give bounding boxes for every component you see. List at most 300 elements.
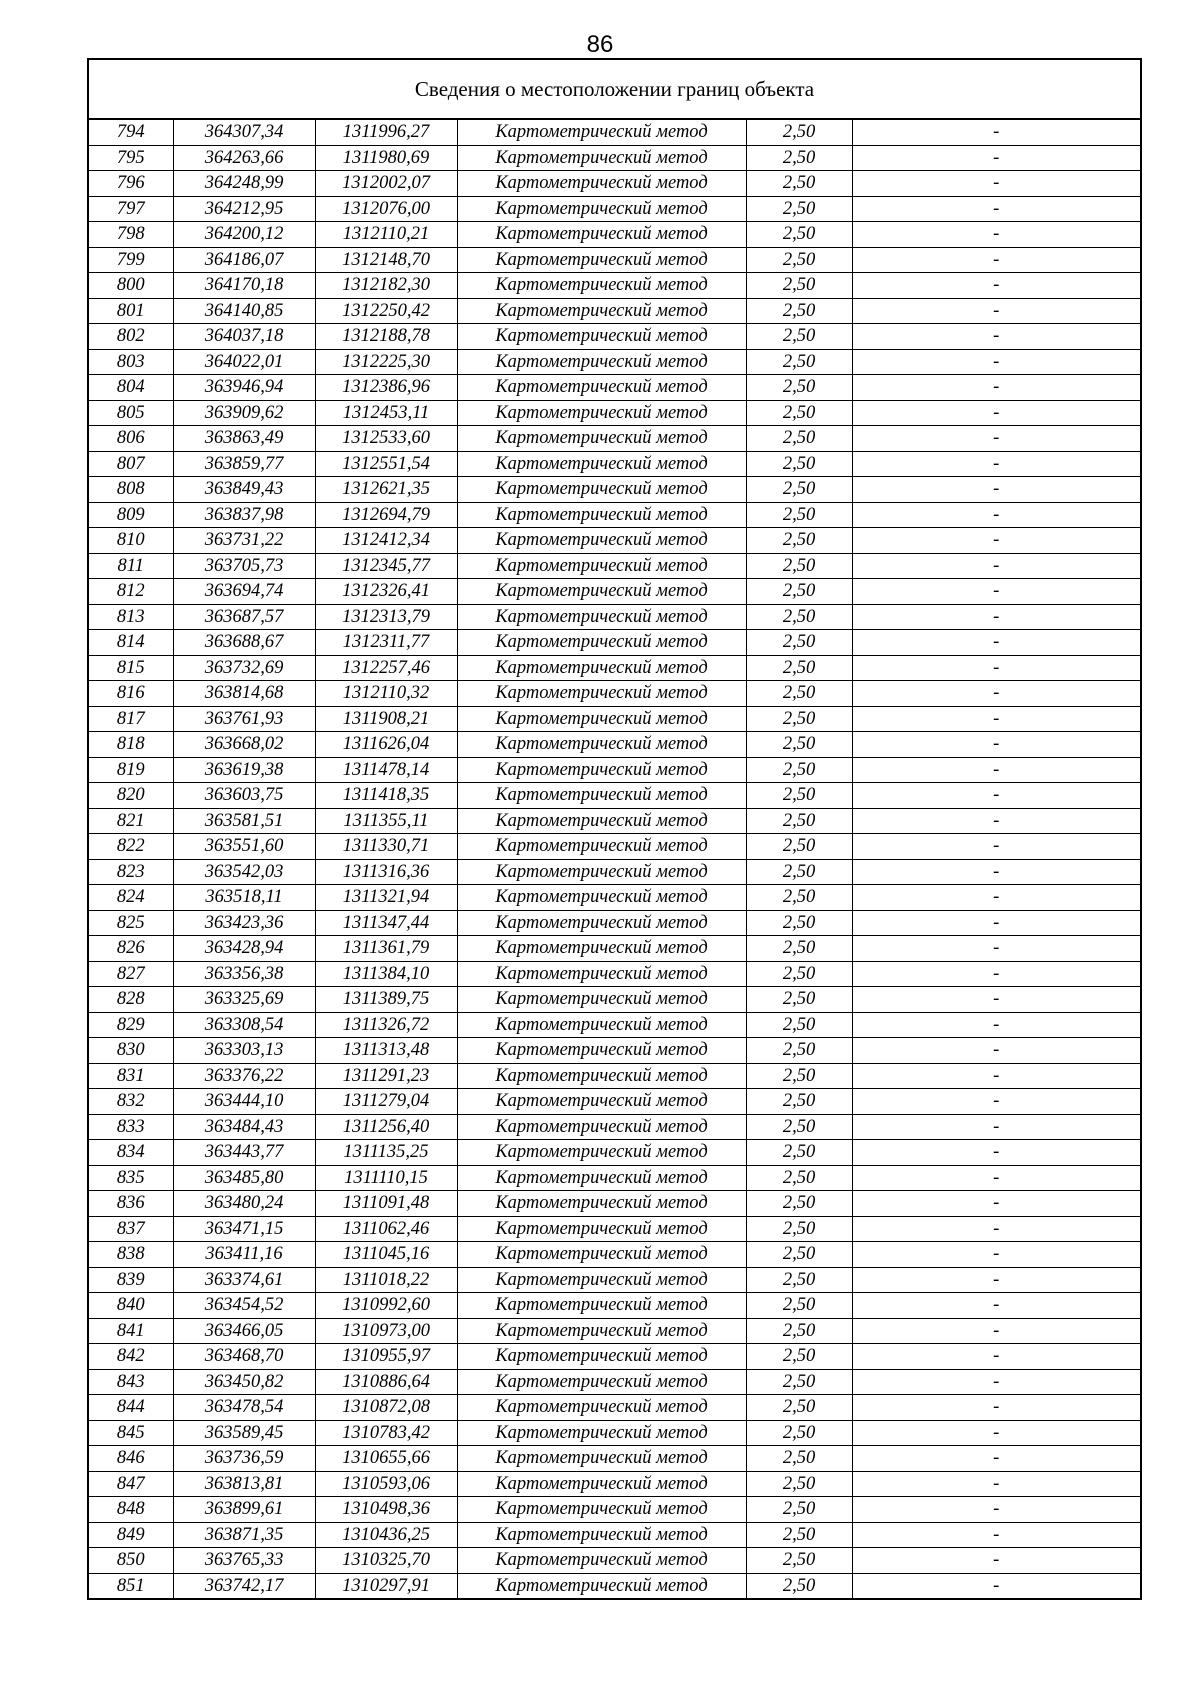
method-cell: Картометрический метод <box>457 400 746 426</box>
y-coordinate-cell: 1312110,21 <box>315 222 457 248</box>
description-cell: - <box>852 171 1140 197</box>
description-cell: - <box>852 1446 1140 1472</box>
description-cell: - <box>852 1395 1140 1421</box>
table-row <box>89 1420 1140 1446</box>
description-cell: - <box>852 1293 1140 1319</box>
accuracy-cell: 2,50 <box>746 171 852 197</box>
method-cell: Картометрический метод <box>457 910 746 936</box>
table-row <box>89 375 1140 401</box>
accuracy-cell: 2,50 <box>746 834 852 860</box>
point-number-cell: 798 <box>89 222 173 248</box>
method-cell: Картометрический метод <box>457 859 746 885</box>
method-cell: Картометрический метод <box>457 1446 746 1472</box>
table-row <box>89 1114 1140 1140</box>
x-coordinate-cell: 363946,94 <box>173 375 315 401</box>
table-row <box>89 732 1140 758</box>
table-row <box>89 1267 1140 1293</box>
y-coordinate-cell: 1311316,36 <box>315 859 457 885</box>
method-cell: Картометрический метод <box>457 426 746 452</box>
x-coordinate-cell: 364248,99 <box>173 171 315 197</box>
description-cell: - <box>852 1012 1140 1038</box>
method-cell: Картометрический метод <box>457 1395 746 1421</box>
table-row <box>89 630 1140 656</box>
point-number-cell: 850 <box>89 1548 173 1574</box>
point-number-cell: 832 <box>89 1089 173 1115</box>
x-coordinate-cell: 363849,43 <box>173 477 315 503</box>
point-number-cell: 812 <box>89 579 173 605</box>
y-coordinate-cell: 1311980,69 <box>315 145 457 171</box>
description-cell: - <box>852 273 1140 299</box>
table-row <box>89 1497 1140 1523</box>
table-row <box>89 451 1140 477</box>
accuracy-cell: 2,50 <box>746 936 852 962</box>
x-coordinate-cell: 364307,34 <box>173 120 315 145</box>
accuracy-cell: 2,50 <box>746 859 852 885</box>
accuracy-cell: 2,50 <box>746 655 852 681</box>
table-row <box>89 1165 1140 1191</box>
y-coordinate-cell: 1310955,97 <box>315 1344 457 1370</box>
point-number-cell: 824 <box>89 885 173 911</box>
description-cell: - <box>852 1242 1140 1268</box>
accuracy-cell: 2,50 <box>746 553 852 579</box>
accuracy-cell: 2,50 <box>746 1063 852 1089</box>
description-cell: - <box>852 706 1140 732</box>
x-coordinate-cell: 363731,22 <box>173 528 315 554</box>
y-coordinate-cell: 1311330,71 <box>315 834 457 860</box>
x-coordinate-cell: 364140,85 <box>173 298 315 324</box>
description-cell: - <box>852 247 1140 273</box>
description-cell: - <box>852 1267 1140 1293</box>
y-coordinate-cell: 1311996,27 <box>315 120 457 145</box>
table-row <box>89 1063 1140 1089</box>
point-number-cell: 840 <box>89 1293 173 1319</box>
point-number-cell: 818 <box>89 732 173 758</box>
method-cell: Картометрический метод <box>457 1140 746 1166</box>
description-cell: - <box>852 1471 1140 1497</box>
x-coordinate-cell: 363581,51 <box>173 808 315 834</box>
x-coordinate-cell: 363859,77 <box>173 451 315 477</box>
x-coordinate-cell: 363468,70 <box>173 1344 315 1370</box>
accuracy-cell: 2,50 <box>746 1548 852 1574</box>
method-cell: Картометрический метод <box>457 1191 746 1217</box>
point-number-cell: 820 <box>89 783 173 809</box>
description-cell: - <box>852 528 1140 554</box>
description-cell: - <box>852 834 1140 860</box>
point-number-cell: 831 <box>89 1063 173 1089</box>
y-coordinate-cell: 1311313,48 <box>315 1038 457 1064</box>
point-number-cell: 797 <box>89 196 173 222</box>
method-cell: Картометрический метод <box>457 1420 746 1446</box>
point-number-cell: 814 <box>89 630 173 656</box>
method-cell: Картометрический метод <box>457 1267 746 1293</box>
description-cell: - <box>852 375 1140 401</box>
method-cell: Картометрический метод <box>457 604 746 630</box>
description-cell: - <box>852 630 1140 656</box>
table-row <box>89 400 1140 426</box>
description-cell: - <box>852 1038 1140 1064</box>
table-row <box>89 120 1140 145</box>
accuracy-cell: 2,50 <box>746 1165 852 1191</box>
point-number-cell: 844 <box>89 1395 173 1421</box>
boundary-table-frame <box>87 58 1142 1600</box>
y-coordinate-cell: 1312110,32 <box>315 681 457 707</box>
accuracy-cell: 2,50 <box>746 808 852 834</box>
point-number-cell: 835 <box>89 1165 173 1191</box>
x-coordinate-cell: 363325,69 <box>173 987 315 1013</box>
table-row <box>89 528 1140 554</box>
y-coordinate-cell: 1311045,16 <box>315 1242 457 1268</box>
description-cell: - <box>852 1344 1140 1370</box>
y-coordinate-cell: 1312313,79 <box>315 604 457 630</box>
y-coordinate-cell: 1311347,44 <box>315 910 457 936</box>
description-cell: - <box>852 579 1140 605</box>
point-number-cell: 843 <box>89 1369 173 1395</box>
method-cell: Картометрический метод <box>457 1012 746 1038</box>
point-number-cell: 847 <box>89 1471 173 1497</box>
x-coordinate-cell: 363863,49 <box>173 426 315 452</box>
accuracy-cell: 2,50 <box>746 528 852 554</box>
x-coordinate-cell: 364186,07 <box>173 247 315 273</box>
method-cell: Картометрический метод <box>457 477 746 503</box>
description-cell: - <box>852 145 1140 171</box>
table-row <box>89 910 1140 936</box>
description-cell: - <box>852 196 1140 222</box>
point-number-cell: 838 <box>89 1242 173 1268</box>
point-number-cell: 805 <box>89 400 173 426</box>
description-cell: - <box>852 936 1140 962</box>
point-number-cell: 829 <box>89 1012 173 1038</box>
x-coordinate-cell: 364037,18 <box>173 324 315 350</box>
description-cell: - <box>852 553 1140 579</box>
x-coordinate-cell: 363732,69 <box>173 655 315 681</box>
x-coordinate-cell: 363443,77 <box>173 1140 315 1166</box>
method-cell: Картометрический метод <box>457 145 746 171</box>
accuracy-cell: 2,50 <box>746 579 852 605</box>
method-cell: Картометрический метод <box>457 196 746 222</box>
x-coordinate-cell: 363466,05 <box>173 1318 315 1344</box>
point-number-cell: 809 <box>89 502 173 528</box>
x-coordinate-cell: 363551,60 <box>173 834 315 860</box>
x-coordinate-cell: 363909,62 <box>173 400 315 426</box>
method-cell: Картометрический метод <box>457 528 746 554</box>
x-coordinate-cell: 364170,18 <box>173 273 315 299</box>
method-cell: Картометрический метод <box>457 247 746 273</box>
table-row <box>89 1573 1140 1598</box>
description-cell: - <box>852 349 1140 375</box>
accuracy-cell: 2,50 <box>746 247 852 273</box>
x-coordinate-cell: 363485,80 <box>173 1165 315 1191</box>
method-cell: Картометрический метод <box>457 885 746 911</box>
table-row <box>89 1191 1140 1217</box>
table-row <box>89 196 1140 222</box>
description-cell: - <box>852 681 1140 707</box>
x-coordinate-cell: 363542,03 <box>173 859 315 885</box>
y-coordinate-cell: 1310783,42 <box>315 1420 457 1446</box>
method-cell: Картометрический метод <box>457 1573 746 1598</box>
table-row <box>89 1522 1140 1548</box>
table-row <box>89 1369 1140 1395</box>
y-coordinate-cell: 1312250,42 <box>315 298 457 324</box>
y-coordinate-cell: 1312551,54 <box>315 451 457 477</box>
method-cell: Картометрический метод <box>457 987 746 1013</box>
y-coordinate-cell: 1311389,75 <box>315 987 457 1013</box>
point-number-cell: 836 <box>89 1191 173 1217</box>
point-number-cell: 811 <box>89 553 173 579</box>
accuracy-cell: 2,50 <box>746 1293 852 1319</box>
method-cell: Картометрический метод <box>457 1497 746 1523</box>
accuracy-cell: 2,50 <box>746 1573 852 1598</box>
x-coordinate-cell: 363694,74 <box>173 579 315 605</box>
accuracy-cell: 2,50 <box>746 477 852 503</box>
accuracy-cell: 2,50 <box>746 1089 852 1115</box>
method-cell: Картометрический метод <box>457 1318 746 1344</box>
y-coordinate-cell: 1311091,48 <box>315 1191 457 1217</box>
x-coordinate-cell: 363303,13 <box>173 1038 315 1064</box>
method-cell: Картометрический метод <box>457 1114 746 1140</box>
table-row <box>89 426 1140 452</box>
description-cell: - <box>852 655 1140 681</box>
description-cell: - <box>852 604 1140 630</box>
y-coordinate-cell: 1311361,79 <box>315 936 457 962</box>
point-number-cell: 819 <box>89 757 173 783</box>
y-coordinate-cell: 1311321,94 <box>315 885 457 911</box>
description-cell: - <box>993 1575 1000 1596</box>
accuracy-cell: 2,50 <box>746 451 852 477</box>
accuracy-cell: 2,50 <box>746 426 852 452</box>
method-cell: Картометрический метод <box>457 808 746 834</box>
table-row <box>89 1012 1140 1038</box>
table-row <box>89 706 1140 732</box>
accuracy-cell: 2,50 <box>746 1471 852 1497</box>
x-coordinate-cell: 363478,54 <box>173 1395 315 1421</box>
y-coordinate-cell: 1312412,34 <box>315 528 457 554</box>
point-number-cell: 795 <box>89 145 173 171</box>
y-coordinate-cell: 1311384,10 <box>315 961 457 987</box>
accuracy-cell: 2,50 <box>746 1318 852 1344</box>
point-number-cell: 827 <box>89 961 173 987</box>
table-row <box>89 1318 1140 1344</box>
accuracy-cell: 2,50 <box>746 324 852 350</box>
method-cell: Картометрический метод <box>457 451 746 477</box>
point-number-cell: 806 <box>89 426 173 452</box>
accuracy-cell: 2,50 <box>746 987 852 1013</box>
table-row <box>89 1242 1140 1268</box>
table-row <box>89 222 1140 248</box>
accuracy-cell: 2,50 <box>746 910 852 936</box>
description-cell: - <box>852 120 1140 145</box>
y-coordinate-cell: 1312326,41 <box>315 579 457 605</box>
description-cell: - <box>852 732 1140 758</box>
point-number-cell: 808 <box>89 477 173 503</box>
table-row <box>89 324 1140 350</box>
description-cell: - <box>852 477 1140 503</box>
table-row <box>89 1344 1140 1370</box>
y-coordinate-cell: 1312257,46 <box>315 655 457 681</box>
point-number-cell: 801 <box>89 298 173 324</box>
description-cell: - <box>852 1522 1140 1548</box>
x-coordinate-cell: 363450,82 <box>173 1369 315 1395</box>
x-coordinate-cell: 363619,38 <box>173 757 315 783</box>
table-row <box>89 783 1140 809</box>
table-row <box>89 1140 1140 1166</box>
accuracy-cell: 2,50 <box>746 273 852 299</box>
x-coordinate-cell: 363687,57 <box>173 604 315 630</box>
point-number-cell: 815 <box>89 655 173 681</box>
x-coordinate-cell: 363423,36 <box>173 910 315 936</box>
method-cell: Картометрический метод <box>457 1038 746 1064</box>
point-number-cell: 802 <box>89 324 173 350</box>
x-coordinate-cell: 363376,22 <box>173 1063 315 1089</box>
point-number-cell: 833 <box>89 1114 173 1140</box>
table-row <box>89 808 1140 834</box>
accuracy-cell: 2,50 <box>746 196 852 222</box>
table-row <box>89 349 1140 375</box>
method-cell: Картометрический метод <box>457 553 746 579</box>
point-number-cell: 825 <box>89 910 173 936</box>
accuracy-cell: 2,50 <box>746 604 852 630</box>
table-row <box>89 859 1140 885</box>
method-cell: Картометрический метод <box>457 171 746 197</box>
method-cell: Картометрический метод <box>457 324 746 350</box>
description-cell: - <box>852 1114 1140 1140</box>
table-row <box>89 1038 1140 1064</box>
point-number-cell: 826 <box>89 936 173 962</box>
y-coordinate-cell: 1310498,36 <box>315 1497 457 1523</box>
x-coordinate-cell: 363705,73 <box>173 553 315 579</box>
y-coordinate-cell: 1310436,25 <box>315 1522 457 1548</box>
page-number: 86 <box>586 31 614 58</box>
x-coordinate-cell: 363356,38 <box>173 961 315 987</box>
description-cell: - <box>852 1191 1140 1217</box>
y-coordinate-cell: 1311135,25 <box>315 1140 457 1166</box>
accuracy-cell: 2,50 <box>746 400 852 426</box>
x-coordinate-cell: 363603,75 <box>173 783 315 809</box>
y-coordinate-cell: 1310297,91 <box>315 1573 457 1598</box>
y-coordinate-cell: 1310593,06 <box>315 1471 457 1497</box>
y-coordinate-cell: 1311256,40 <box>315 1114 457 1140</box>
y-coordinate-cell: 1312311,77 <box>315 630 457 656</box>
y-coordinate-cell: 1311418,35 <box>315 783 457 809</box>
point-number-cell: 817 <box>89 706 173 732</box>
y-coordinate-cell: 1311908,21 <box>315 706 457 732</box>
table-row <box>89 757 1140 783</box>
method-cell: Картометрический метод <box>457 298 746 324</box>
method-cell: Картометрический метод <box>457 1471 746 1497</box>
x-coordinate-cell: 363736,59 <box>173 1446 315 1472</box>
point-number-cell: 830 <box>89 1038 173 1064</box>
accuracy-cell: 2,50 <box>746 1344 852 1370</box>
accuracy-cell: 2,50 <box>746 706 852 732</box>
method-cell: Картометрический метод <box>457 1522 746 1548</box>
accuracy-cell: 2,50 <box>746 1038 852 1064</box>
x-coordinate-cell: 363444,10 <box>173 1089 315 1115</box>
method-cell: Картометрический метод <box>457 706 746 732</box>
point-number-cell: 800 <box>89 273 173 299</box>
description-cell: - <box>852 400 1140 426</box>
x-coordinate-cell: 363813,81 <box>173 1471 315 1497</box>
accuracy-cell: 2,50 <box>746 1420 852 1446</box>
method-cell: Картометрический метод <box>457 732 746 758</box>
accuracy-cell: 2,50 <box>746 1242 852 1268</box>
y-coordinate-cell: 1312182,30 <box>315 273 457 299</box>
table-row <box>89 145 1140 171</box>
x-coordinate-cell: 363899,61 <box>173 1497 315 1523</box>
table-row <box>89 1548 1140 1574</box>
accuracy-cell: 2,50 <box>746 1369 852 1395</box>
description-cell: - <box>852 1497 1140 1523</box>
method-cell: Картометрический метод <box>457 1242 746 1268</box>
accuracy-cell: 2,50 <box>746 885 852 911</box>
description-cell: - <box>852 885 1140 911</box>
table-row <box>89 579 1140 605</box>
table-row <box>89 834 1140 860</box>
description-cell: - <box>852 1548 1140 1574</box>
point-number-cell: 837 <box>89 1216 173 1242</box>
y-coordinate-cell: 1312188,78 <box>315 324 457 350</box>
accuracy-cell: 2,50 <box>746 298 852 324</box>
accuracy-cell: 2,50 <box>746 630 852 656</box>
y-coordinate-cell: 1312148,70 <box>315 247 457 273</box>
description-cell: - <box>852 859 1140 885</box>
method-cell: Картометрический метод <box>457 120 746 145</box>
description-cell: - <box>852 1089 1140 1115</box>
description-cell: - <box>852 1318 1140 1344</box>
method-cell: Картометрический метод <box>457 1165 746 1191</box>
x-coordinate-cell: 363480,24 <box>173 1191 315 1217</box>
method-cell: Картометрический метод <box>457 1548 746 1574</box>
table-row <box>89 553 1140 579</box>
method-cell: Картометрический метод <box>457 579 746 605</box>
x-coordinate-cell: 363837,98 <box>173 502 315 528</box>
method-cell: Картометрический метод <box>457 349 746 375</box>
point-number-cell: 816 <box>89 681 173 707</box>
x-coordinate-cell: 364263,66 <box>173 145 315 171</box>
method-cell: Картометрический метод <box>457 375 746 401</box>
method-cell: Картометрический метод <box>457 1089 746 1115</box>
x-coordinate-cell: 364022,01 <box>173 349 315 375</box>
x-coordinate-cell: 363308,54 <box>173 1012 315 1038</box>
method-cell: Картометрический метод <box>457 630 746 656</box>
point-number-cell: 803 <box>89 349 173 375</box>
y-coordinate-cell: 1312386,96 <box>315 375 457 401</box>
y-coordinate-cell: 1311062,46 <box>315 1216 457 1242</box>
table-row <box>89 298 1140 324</box>
accuracy-cell: 2,50 <box>746 1114 852 1140</box>
description-cell: - <box>852 1420 1140 1446</box>
x-coordinate-cell: 363765,33 <box>173 1548 315 1574</box>
point-number-cell: 839 <box>89 1267 173 1293</box>
method-cell: Картометрический метод <box>457 273 746 299</box>
description-cell: - <box>852 1140 1140 1166</box>
y-coordinate-cell: 1312694,79 <box>315 502 457 528</box>
accuracy-cell: 2,50 <box>746 375 852 401</box>
table-row <box>89 681 1140 707</box>
x-coordinate-cell: 363518,11 <box>173 885 315 911</box>
x-coordinate-cell: 363428,94 <box>173 936 315 962</box>
x-coordinate-cell: 363742,17 <box>173 1573 315 1598</box>
table-row <box>89 1446 1140 1472</box>
table-row <box>89 604 1140 630</box>
y-coordinate-cell: 1311626,04 <box>315 732 457 758</box>
y-coordinate-cell: 1312533,60 <box>315 426 457 452</box>
description-cell: - <box>852 987 1140 1013</box>
accuracy-cell: 2,50 <box>746 1012 852 1038</box>
table-row <box>89 273 1140 299</box>
accuracy-cell: 2,50 <box>746 120 852 145</box>
description-cell: - <box>852 1369 1140 1395</box>
point-number-cell: 796 <box>89 171 173 197</box>
x-coordinate-cell: 363589,45 <box>173 1420 315 1446</box>
